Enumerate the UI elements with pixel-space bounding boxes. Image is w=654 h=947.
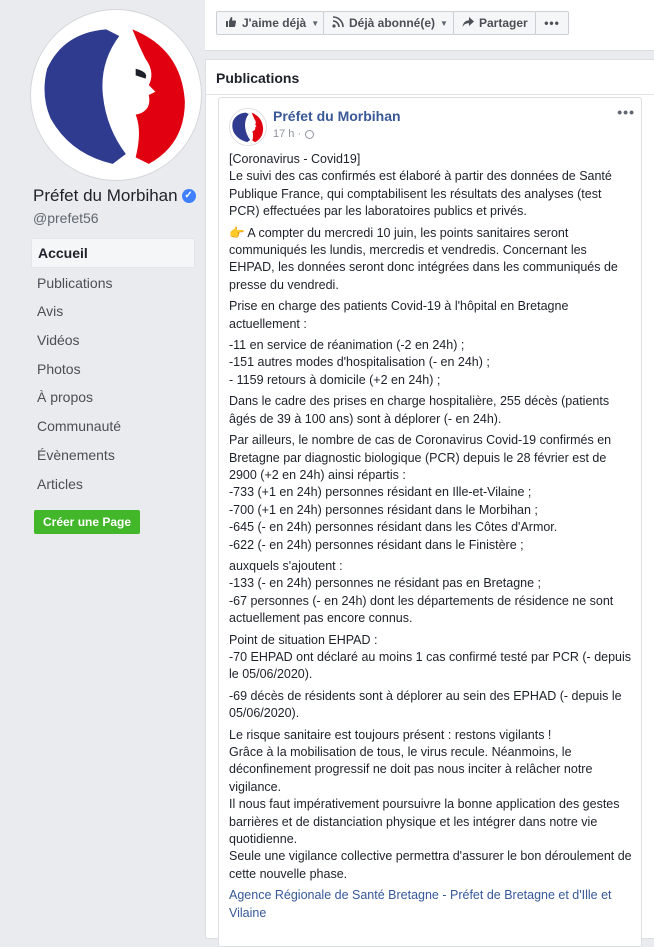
- post-timestamp[interactable]: 17 h ·: [273, 128, 302, 140]
- post-paragraph: [229, 393, 633, 428]
- page-handle[interactable]: @prefet56: [33, 210, 99, 226]
- post-text-line: 👉 A compter du mercredi 10 juin, les points sanitaires seront communiqués les lundis, mercredis et vendredis. Concernant les EHPAD, les données seront donc intégrées dans les communiqués de presse du vendredi.: [229, 225, 618, 292]
- post-paragraph: [229, 432, 633, 554]
- like-button-label: J'aime déjà: [242, 16, 307, 30]
- post-text-line: Le risque sanitaire est toujours présent : restons vigilants !: [229, 727, 552, 742]
- divider: [206, 94, 654, 95]
- nav-item-avis[interactable]: Avis: [37, 303, 64, 320]
- link-ars-bretagne[interactable]: Agence Régionale de Santé Bretagne: [229, 888, 439, 903]
- post-text-line: -69 décès de résidents sont à déplorer au sein des EPHAD (- depuis le 05/06/2020).: [229, 688, 622, 721]
- page-name[interactable]: [33, 186, 196, 206]
- publications-section: [205, 59, 654, 939]
- post-text-line: auxquels s'ajoutent :: [229, 558, 343, 573]
- verified-badge-icon: ✓: [182, 189, 196, 203]
- post-text-line: -151 autres modes d'hospitalisation (- en 24h) ;: [229, 355, 490, 370]
- post-text-line: Dans le cadre des prises en charge hospitalière, 255 décès (patients âgés de 39 à 100 ans) sont à déplorer (- en 24h).: [229, 394, 610, 426]
- nav-item-evenements[interactable]: Évènements: [37, 446, 115, 463]
- post-paragraph: [229, 298, 633, 333]
- subscribe-button-label: Déjà abonné(e): [349, 16, 436, 30]
- rss-icon: [332, 16, 344, 31]
- post-text-line: -11 en service de réanimation (-2 en 24h) ;: [229, 338, 465, 353]
- nav-item-a-propos[interactable]: À propos: [37, 389, 94, 406]
- post-paragraph: [229, 337, 633, 389]
- post-text-line: Seule une vigilance collective permettra d'assurer le bon déroulement de cette nouvelle phase.: [229, 849, 632, 881]
- more-options-button[interactable]: •••: [535, 11, 569, 35]
- post-options-button[interactable]: •••: [617, 104, 635, 120]
- post-card: [218, 97, 642, 947]
- marianne-logo-icon: [230, 109, 266, 145]
- post-paragraph: [229, 151, 633, 221]
- share-button-label: Partager: [479, 16, 528, 30]
- subscribe-button[interactable]: [323, 11, 454, 35]
- link-prefet-bretagne[interactable]: Préfet de Bretagne et d'Ille et Vilaine: [229, 888, 612, 920]
- nav-item-accueil[interactable]: Accueil: [31, 238, 195, 268]
- post-paragraph: [229, 632, 633, 684]
- post-text-line: -70 EHPAD ont déclaré au moins 1 cas confirmé testé par PCR (- depuis le 05/06/2020).: [229, 649, 632, 682]
- nav-item-videos[interactable]: Vidéos: [37, 332, 80, 349]
- post-text-line: -645 (- en 24h) personnes résidant dans les Côtes d'Armor.: [229, 520, 558, 535]
- post-meta: [273, 128, 314, 140]
- thumbs-up-icon: [225, 16, 237, 31]
- post-text-line: [Coronavirus - Covid19]: [229, 152, 361, 166]
- profile-picture[interactable]: [31, 10, 201, 180]
- nav-item-photos[interactable]: Photos: [37, 360, 81, 377]
- like-button[interactable]: [216, 11, 324, 35]
- post-paragraph: [229, 688, 633, 723]
- post-text-line: Il nous faut impérativement poursuivre la bonne application des gestes barrières et de distanciation physique et les intégrer dans notre vie quotidienne.: [229, 797, 620, 847]
- post-text-line: Point de situation EHPAD :: [229, 632, 378, 647]
- post-paragraph: [229, 225, 633, 295]
- nav-item-publications[interactable]: Publications: [37, 274, 113, 291]
- marianne-logo-icon: [34, 13, 198, 177]
- post-text-line: - 1159 retours à domicile (+2 en 24h) ;: [229, 372, 441, 387]
- post-text-line: Prise en charge des patients Covid-19 à l'hôpital en Bretagne actuellement :: [229, 299, 569, 331]
- post-paragraph: [229, 727, 633, 884]
- globe-icon: [305, 130, 314, 139]
- post-text-line: -700 (+1 en 24h) personnes résidant dans le Morbihan ;: [229, 502, 538, 517]
- publications-title: Publications: [216, 70, 300, 86]
- post-avatar[interactable]: [229, 108, 267, 146]
- post-text-line: -733 (+1 en 24h) personnes résidant en Ille-et-Vilaine ;: [229, 485, 532, 500]
- post-body: [229, 151, 633, 926]
- chevron-down-icon: ▼: [440, 18, 448, 28]
- post-text-line: Grâce à la mobilisation de tous, le virus recule. Néanmoins, le déconfinement progressif ne doit pas nous inciter à relâcher notre vigilance.: [229, 745, 593, 794]
- post-text-line: -622 (- en 24h) personnes résidant dans le Finistère ;: [229, 537, 524, 552]
- post-text-line: -133 (- en 24h) personnes ne résidant pas en Bretagne ;: [229, 576, 542, 591]
- nav-item-articles[interactable]: Articles: [37, 475, 83, 492]
- page-nav: [31, 238, 195, 498]
- left-column: [0, 0, 205, 930]
- post-links: [229, 887, 633, 922]
- share-button[interactable]: [453, 11, 536, 35]
- nav-item-communaute[interactable]: Communauté: [37, 418, 122, 435]
- post-text-line: Le suivi des cas confirmés est élaboré à partir des données de Santé Publique France, qui comptabilisent les résultats des analyses (test PCR) effectuées par les laboratoires publics et privés.: [229, 169, 612, 219]
- share-arrow-icon: [462, 16, 474, 31]
- page-action-bar: [205, 0, 654, 51]
- page-name-text: Préfet du Morbihan: [33, 186, 178, 205]
- chevron-down-icon: ▼: [311, 18, 320, 28]
- post-text-line: -67 personnes (- en 24h) dont les départements de résidence ne sont actuellement pas encore connus.: [229, 593, 614, 626]
- post-author-link[interactable]: Préfet du Morbihan: [273, 108, 401, 124]
- post-text-line: Par ailleurs, le nombre de cas de Coronavirus Covid-19 confirmés en Bretagne par diagnostic biologique (PCR) depuis le 28 février est de 2900 (+2 en 24h) ainsi répartis :: [229, 433, 612, 482]
- post-paragraph: [229, 558, 633, 628]
- create-page-button[interactable]: Créer une Page: [34, 510, 140, 534]
- link-separator: -: [438, 888, 450, 903]
